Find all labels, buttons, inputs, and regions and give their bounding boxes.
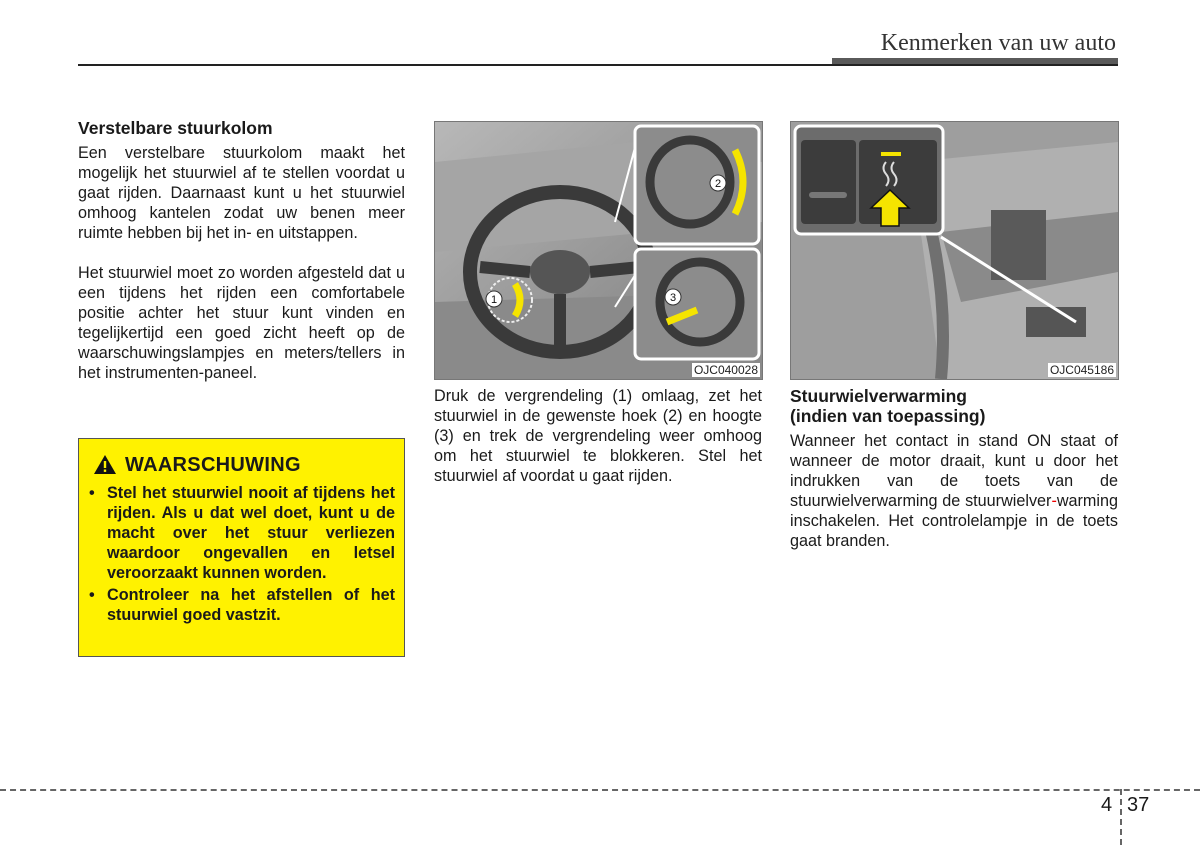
- chapter-number: 4: [1101, 794, 1113, 816]
- heated-steering-switch-photo: [790, 121, 1119, 380]
- column-adjustment-instructions: [434, 386, 762, 486]
- steering-wheel-adjustment-photo: [434, 121, 763, 380]
- warning-box: [78, 438, 405, 657]
- warning-list: [89, 483, 395, 627]
- text-part-1: Wanneer het contact in stand ON staat of wanneer de motor draait, kunt u door het indrukken van de toets van de stuurwielverwarming de stuurwielver: [790, 432, 1118, 510]
- paragraph-intro: Een verstelbare stuurkolom maakt het mogelijk het stuurwiel af te stellen voordat u gaat rijden. Daarnaast kunt u het stuurwiel omhoog kantelen zodat uw benen meer ruimte hebben bij het in- en uitstappen.: [78, 144, 405, 242]
- text-part-2: warming inschakelen. Het controlelampje in de toets gaat branden.: [790, 492, 1118, 550]
- warning-title-text: WAARSCHUWING: [125, 453, 301, 476]
- footer-dashed-line: [0, 789, 1200, 791]
- steering-wheel-illustration: [435, 122, 762, 379]
- section-heading-heated: [790, 386, 1118, 426]
- warning-item: • Controleer na het afstellen of het stuurwiel goed vastzit.: [89, 585, 395, 625]
- column-adjustable-steering: [78, 118, 405, 383]
- page-number: 37: [1127, 794, 1150, 816]
- paragraph-adjustment: Het stuurwiel moet zo worden afgesteld dat u een tijdens het rijden een comfortabele positie achter het stuur kunt vinden en tegelijkertijd een goed zicht heeft op de waarschuwingslampjes en meters/tellers in het instrumenten-paneel.: [78, 264, 405, 382]
- figure-code: OJC040028: [693, 363, 758, 377]
- heading-line-1: Stuurwielverwarming: [790, 386, 967, 406]
- figure-code: OJC045186: [1049, 363, 1114, 377]
- footer-separator: [1120, 789, 1122, 845]
- section-heading: Verstelbare stuurkolom: [78, 118, 273, 138]
- hyphen: -: [1051, 492, 1057, 510]
- warning-triangle-icon: [93, 454, 117, 475]
- heated-steering-switch-illustration: [791, 122, 1118, 379]
- warning-title: [93, 454, 301, 475]
- heading-line-2: (indien van toepassing): [790, 406, 986, 426]
- warning-item: • Stel het stuurwiel nooit af tijdens het rijden. Als u dat wel doet, kunt u de macht over het stuur verliezen waardoor ongevallen en letsel veroorzaakt kunnen worden.: [89, 483, 395, 583]
- header-rule: [78, 64, 1118, 66]
- callout-2: 2: [714, 178, 722, 190]
- callout-3: 3: [669, 292, 677, 304]
- paragraph-heated-steering: [790, 431, 1118, 551]
- callout-1: 1: [490, 294, 498, 306]
- column-heated-steering: [790, 386, 1118, 551]
- paragraph-instructions: Druk de vergrendeling (1) omlaag, zet het stuurwiel in de gewenste hoek (2) en hoogte (3) en trek de vergrendeling weer omhoog om het stuurwiel te blokkeren. Stel het stuurwiel af voordat u gaat rijden.: [434, 387, 762, 485]
- page-header-title: Kenmerken van uw auto: [880, 30, 1116, 56]
